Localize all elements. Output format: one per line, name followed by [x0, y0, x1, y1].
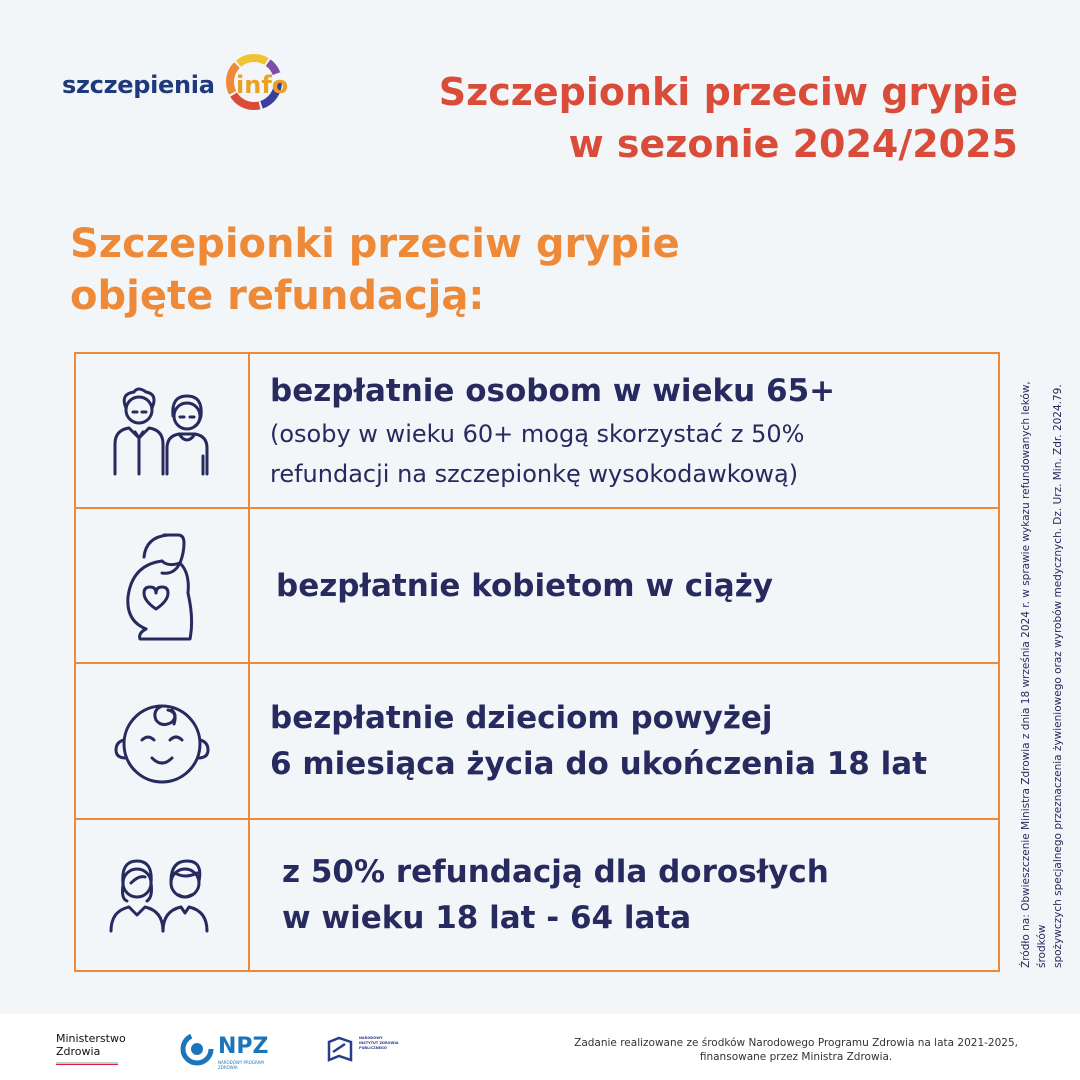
row-strong-line2: w wieku 18 lat - 64 lata — [282, 900, 692, 936]
refund-table — [74, 352, 1000, 972]
ministry-line1: Ministerstwo — [56, 1032, 126, 1045]
table-row — [76, 664, 998, 820]
pregnant-woman-icon — [122, 531, 202, 641]
header-title-line2: w sezonie 2024/2025 — [568, 122, 1018, 166]
elderly-couple-icon — [107, 386, 217, 476]
row-strong-text: bezpłatnie kobietom w ciąży — [276, 567, 773, 604]
logo-main-text: szczepienia — [62, 71, 215, 99]
row-text-cell — [252, 664, 998, 818]
npz-text: NPZ — [218, 1034, 269, 1059]
row-strong-text: bezpłatnie osobom w wieku 65+ — [270, 372, 836, 409]
row-icon-cell — [76, 354, 250, 507]
baby-face-icon — [112, 696, 212, 786]
row-note-line2: refundacji na szczepionkę wysokodawkową) — [270, 459, 799, 488]
source-note — [1018, 338, 1064, 968]
szczepienia-info-logo — [62, 50, 312, 120]
section-heading — [70, 218, 680, 322]
funding-note-line1: Zadanie realizowane ze środków Narodowego Programu Zdrowia na lata 2021-2025, — [574, 1037, 1018, 1049]
row-icon-cell — [76, 820, 250, 970]
table-row — [76, 509, 998, 664]
row-icon-cell — [76, 664, 250, 818]
section-heading-line1: Szczepionki przeciw grypie — [70, 221, 680, 267]
row-strong-line1: z 50% refundacją dla dorosłych — [282, 854, 829, 890]
nizp-logo — [325, 1034, 399, 1066]
funding-note — [574, 1036, 1018, 1064]
adults-icon — [107, 855, 217, 935]
header-title-line1: Szczepionki przeciw grypie — [438, 70, 1018, 114]
row-icon-cell — [76, 509, 250, 662]
ministry-logo — [56, 1032, 126, 1058]
row-text-cell — [252, 820, 998, 970]
footer — [0, 1014, 1080, 1080]
nizp-emblem-icon — [325, 1034, 355, 1064]
source-line2: spożywczych specjalnego przeznaczenia żywieniowego oraz wyrobów medycznych. Dz. Urz. Min. Zdr. 2024.79. — [1052, 384, 1064, 968]
ministry-line2: Zdrowia — [56, 1045, 101, 1058]
source-line1: Źródło na: Obwieszczenie Ministra Zdrowia z dnia 18 września 2024 r. w sprawie wykazu refundowanych leków, środków — [1020, 381, 1048, 968]
npz-logo — [180, 1032, 275, 1068]
npz-swirl-icon — [180, 1032, 214, 1066]
nizp-text: NARODOWY INSTYTUT ZDROWIA PUBLICZNEGO — [359, 1036, 399, 1050]
row-note-line1: (osoby w wieku 60+ mogą skorzystać z 50% — [270, 419, 805, 448]
npz-subtext: NARODOWY PROGRAM ZDROWIA — [218, 1060, 264, 1070]
row-strong-line2: 6 miesiąca życia do ukończenia 18 lat — [270, 746, 928, 782]
logo-accent-text: info — [236, 71, 289, 99]
row-text-cell — [252, 354, 998, 507]
funding-note-line2: finansowane przez Ministra Zdrowia. — [699, 1051, 893, 1063]
header-title — [439, 66, 1018, 170]
row-strong-line1: bezpłatnie dzieciom powyżej — [270, 700, 773, 736]
table-row — [76, 354, 998, 509]
ministry-flag-bar — [56, 1062, 118, 1065]
row-text-cell — [252, 509, 998, 662]
section-heading-line2: objęte refundacją: — [70, 273, 485, 319]
table-row — [76, 820, 998, 970]
